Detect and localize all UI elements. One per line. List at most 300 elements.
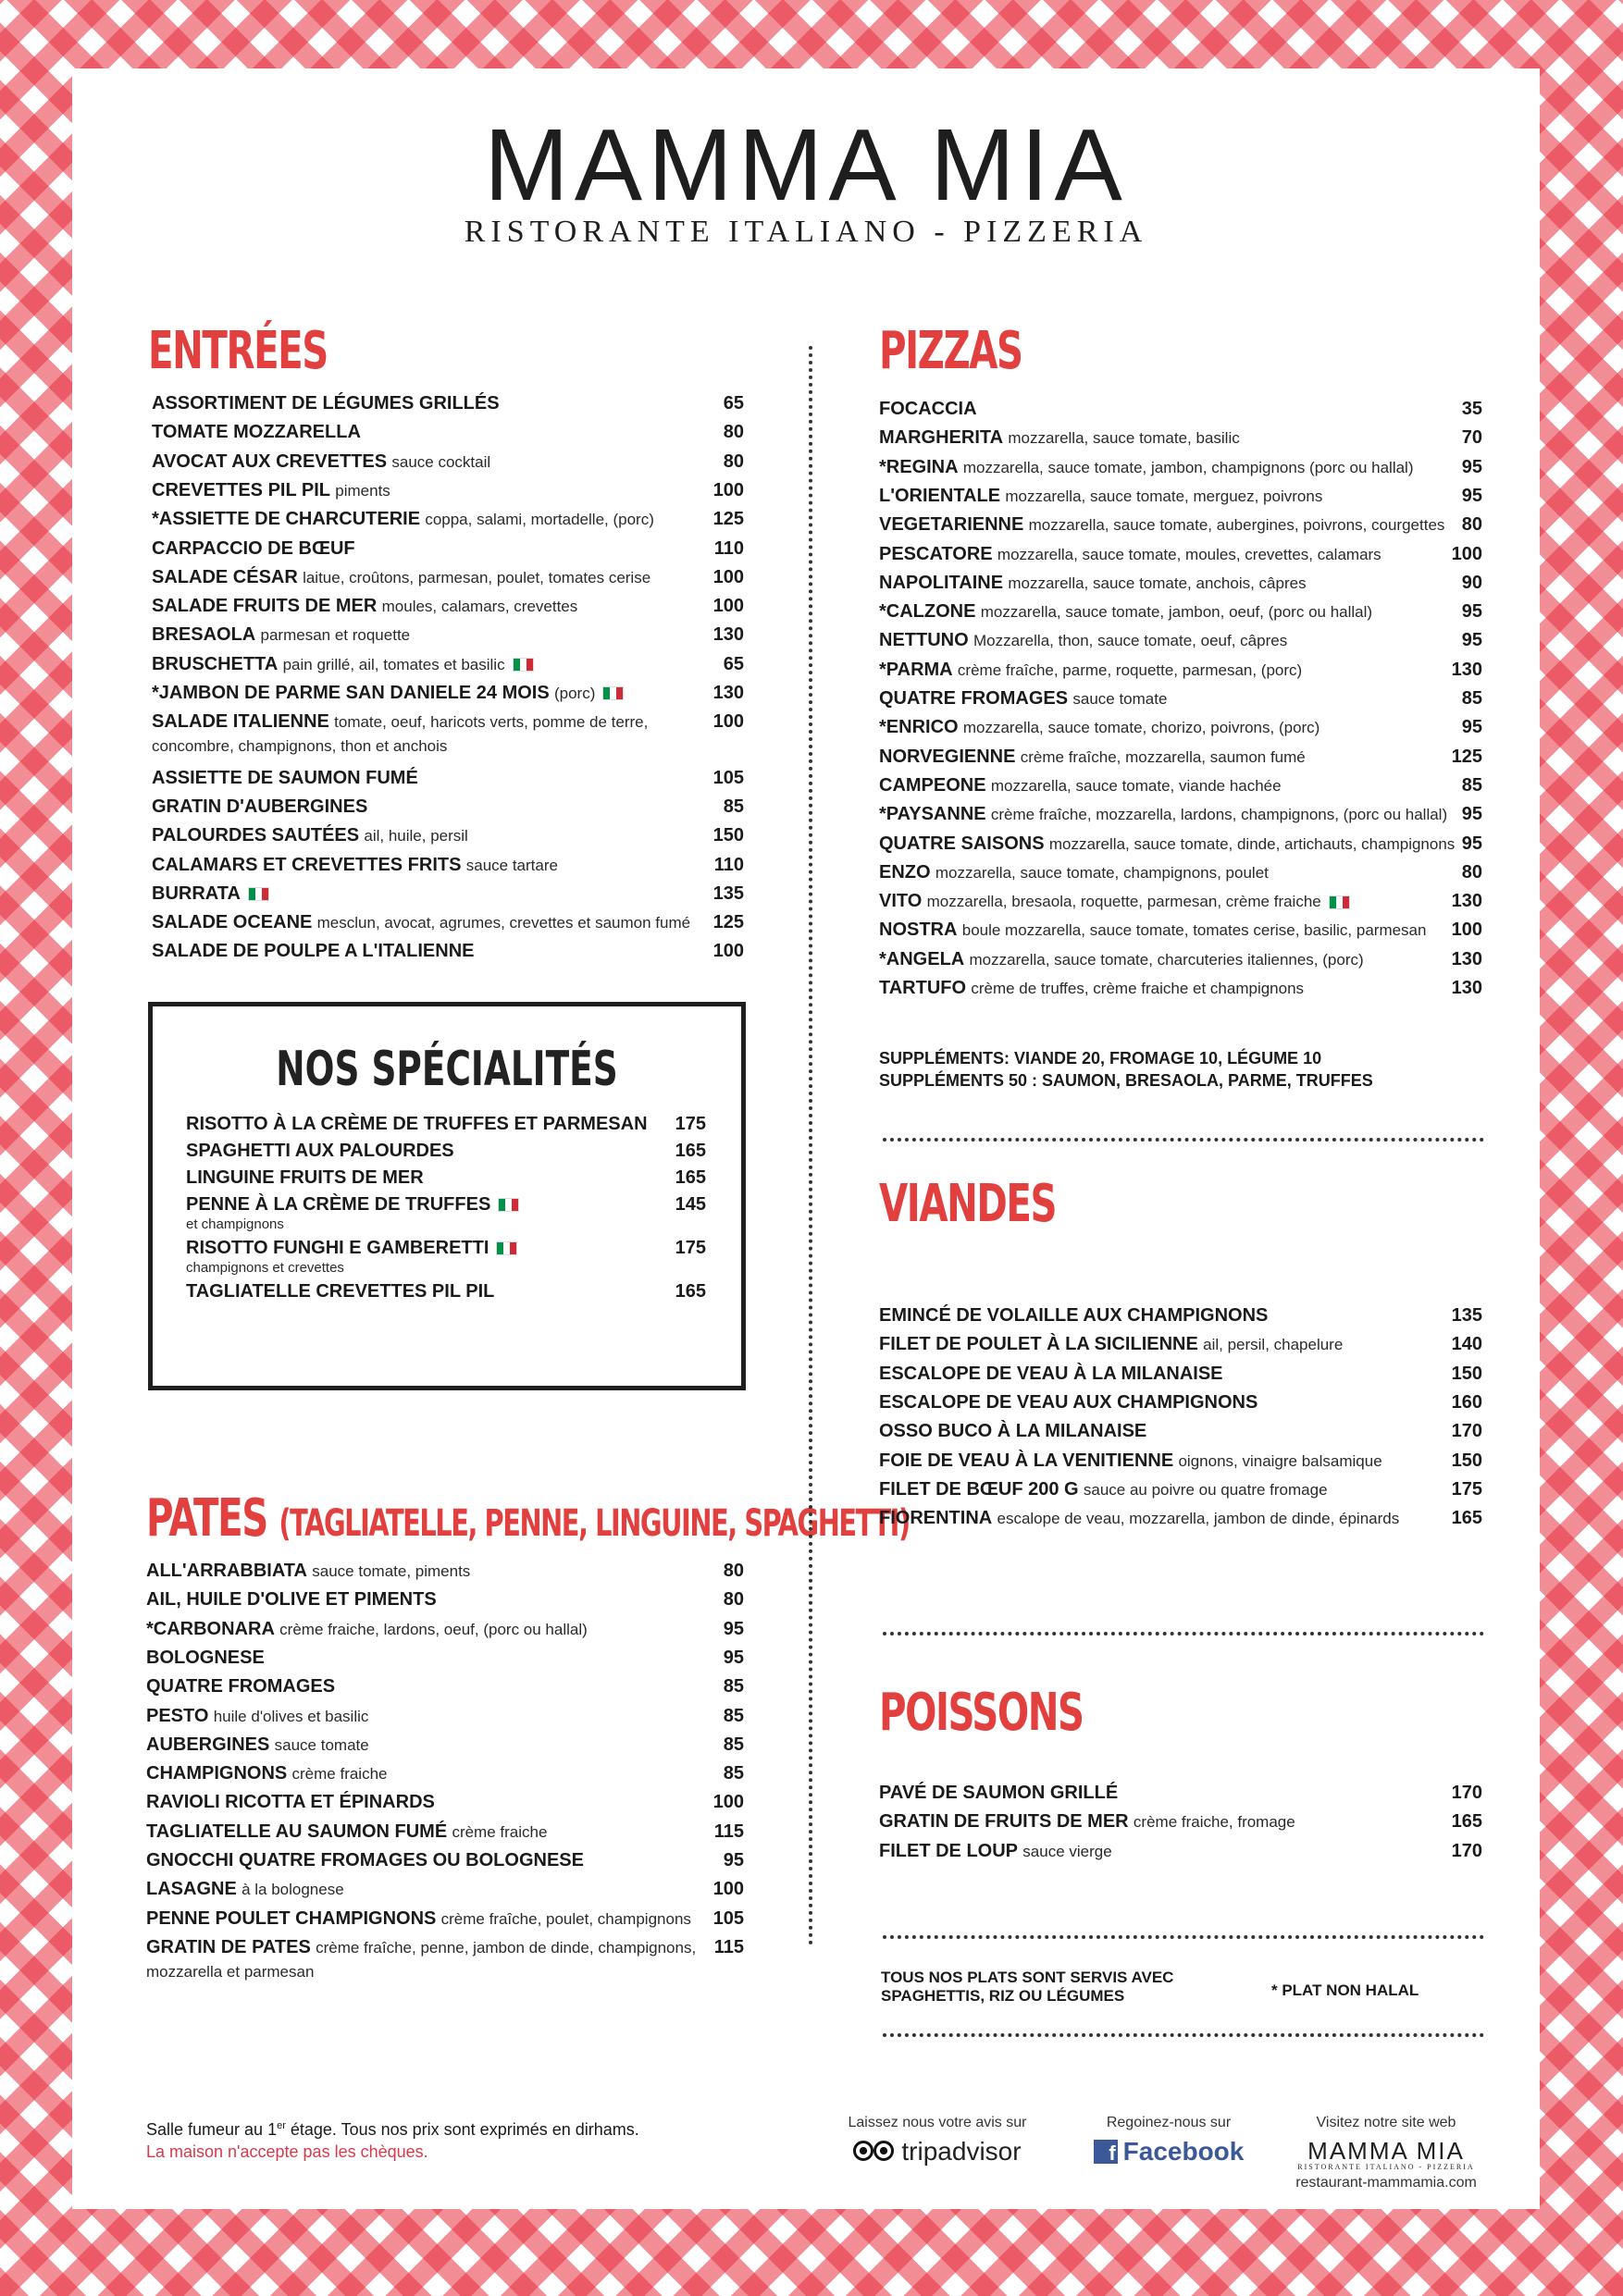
menu-item-description: mozzarella, sauce tomate, viande hachée	[990, 776, 1282, 795]
menu-item-description: mozzarella, sauce tomate, dinde, artichauts, champignons	[1048, 834, 1456, 853]
website-label: Visitez notre site web	[1316, 2115, 1456, 2130]
menu-item-description-continued: mozzarella et parmesan	[146, 1962, 315, 1981]
menu-item-price: 70	[1461, 427, 1482, 449]
divider-pizzas-viandes	[883, 1138, 1484, 1142]
menu-item-description: crème fraîche, penne, jambon de dinde, champignons,	[316, 1938, 697, 1957]
menu-item	[146, 1560, 744, 1583]
restaurant-name: MAMMA MIA	[484, 108, 1128, 222]
menu-item-price: 85	[723, 1763, 744, 1784]
menu-item-price: 35	[1461, 399, 1482, 419]
menu-item-price: 95	[723, 1647, 744, 1668]
menu-item-description: sauce tomate	[274, 1735, 369, 1754]
menu-item-name: LINGUINE FRUITS DE MER	[186, 1167, 424, 1188]
menu-item-price: 130	[712, 624, 744, 646]
menu-item	[186, 1140, 706, 1163]
menu-item-description: crème fraîche, mozzarella, lardons, champignons, (porc ou hallal)	[990, 806, 1448, 824]
menu-item-name: CARPACCIO DE BŒUF	[152, 537, 355, 559]
supplements-line-2: SUPPLÉMENTS 50 : SAUMON, BRESAOLA, PARME, TRUFFES	[879, 1071, 1373, 1090]
menu-item-name: CAMPEONE	[879, 774, 986, 796]
menu-item	[879, 1363, 1482, 1386]
menu-item	[146, 1936, 744, 1985]
tripadvisor-owl-icon	[853, 2141, 896, 2163]
italian-flag-icon	[248, 887, 269, 901]
menu-item-price: 100	[712, 479, 744, 500]
menu-item-name: AIL, HUILE D'OLIVE ET PIMENTS	[146, 1589, 437, 1611]
menu-item-name: RISOTTO FUNGHI E GAMBERETTI	[186, 1238, 489, 1258]
menu-item-price: 125	[712, 509, 744, 530]
menu-item-name: CHAMPIGNONS	[146, 1763, 288, 1784]
menu-item	[879, 890, 1482, 913]
menu-item-description: mozzarella, sauce tomate, charcuteries italiennes, (porc)	[969, 950, 1364, 969]
menu-item-description: mozzarella, sauce tomate, moules, crevettes, calamars	[997, 545, 1381, 563]
menu-item-price: 95	[1461, 804, 1482, 825]
menu-item-price: 165	[1451, 1811, 1482, 1833]
menu-item-description: ail, huile, persil	[364, 827, 468, 846]
menu-item	[186, 1167, 706, 1190]
menu-item-description: piments	[335, 481, 390, 500]
poissons-list	[879, 1782, 1482, 1874]
menu-item	[879, 543, 1482, 566]
menu-item-description: crème fraiche, fromage	[1133, 1813, 1295, 1832]
menu-item	[879, 1507, 1482, 1530]
menu-item	[152, 911, 744, 934]
menu-item-price: 115	[713, 1821, 744, 1842]
menu-item-price: 95	[723, 1618, 744, 1639]
menu-item-price: 85	[723, 796, 744, 817]
menu-item-name: GNOCCHI QUATRE FROMAGES OU BOLOGNESE	[146, 1850, 584, 1870]
menu-item-price: 165	[675, 1281, 706, 1302]
menu-item-price: 175	[675, 1238, 706, 1258]
facebook-label: Regoinez-nous sur	[1106, 2115, 1232, 2130]
menu-item-price: 130	[1451, 891, 1482, 912]
menu-item-price: 130	[1451, 978, 1482, 998]
menu-item-name: SALADE DE POULPE A L'ITALIENNE	[152, 941, 475, 962]
menu-item-description: mozzarella, sauce tomate, jambon, oeuf, (porc ou hallal)	[980, 603, 1373, 622]
menu-item-description: mozzarella, sauce tomate, merguez, poivrons	[1005, 487, 1323, 505]
menu-item-price: 65	[723, 393, 744, 414]
specialites-box	[148, 1002, 746, 1390]
menu-item-price: 100	[712, 596, 744, 617]
menu-item-price: 150	[1451, 1363, 1482, 1384]
menu-item-name: TAGLIATELLE CREVETTES PIL PIL	[186, 1281, 495, 1302]
menu-item-name: NOSTRA	[879, 920, 958, 941]
pates-list	[146, 1560, 744, 2059]
menu-item	[146, 1618, 744, 1641]
menu-item-name: GRATIN D'AUBERGINES	[152, 796, 368, 817]
menu-item-description: Mozzarella, thon, sauce tomate, oeuf, câpres	[973, 632, 1288, 650]
menu-item	[879, 977, 1482, 1000]
menu-item-name: *PAYSANNE	[879, 804, 986, 825]
menu-item-name: TOMATE MOZZARELLA	[152, 422, 361, 443]
menu-item-price: 90	[1461, 572, 1482, 593]
menu-item-description-continued: champignons et crevettes	[186, 1260, 344, 1276]
menu-item-price: 145	[675, 1194, 706, 1215]
menu-item-price: 95	[1461, 833, 1482, 854]
menu-item-description: crème fraîche, parme, roquette, parmesan, (porc)	[957, 660, 1303, 679]
menu-item	[152, 451, 744, 474]
restaurant-subtitle: RISTORANTE ITALIANO - PIZZERIA	[464, 215, 1148, 249]
menu-item	[879, 833, 1482, 856]
italian-flag-icon	[602, 686, 624, 700]
menu-item-name: MARGHERITA	[879, 427, 1004, 449]
facebook-block[interactable]	[1072, 2115, 1266, 2166]
menu-item-name: QUATRE SAISONS	[879, 833, 1045, 854]
menu-item-price: 140	[1451, 1334, 1482, 1355]
menu-item-description: à la bolognese	[242, 1881, 344, 1899]
menu-item-name: ALL'ARRABBIATA	[146, 1561, 307, 1581]
menu-item-description: coppa, salami, mortadelle, (porc)	[425, 511, 654, 529]
menu-item	[879, 629, 1482, 652]
menu-item-price: 170	[1451, 1840, 1482, 1861]
menu-item	[152, 682, 744, 705]
menu-item	[879, 1304, 1482, 1327]
menu-item-name: *ASSIETTE DE CHARCUTERIE	[152, 509, 421, 530]
menu-item-price: 150	[1451, 1450, 1482, 1471]
menu-item	[152, 421, 744, 444]
menu-item-price: 150	[712, 825, 744, 846]
menu-item-price: 135	[1451, 1305, 1482, 1326]
menu-item-name: ESCALOPE DE VEAU AUX CHAMPIGNONS	[879, 1391, 1258, 1413]
menu-item	[879, 861, 1482, 884]
menu-item	[879, 1420, 1482, 1443]
menu-item-price: 85	[723, 1676, 744, 1697]
menu-item	[879, 1782, 1482, 1805]
menu-item-name: FILET DE BŒUF 200 G	[879, 1478, 1079, 1500]
menu-item-name: FOCACCIA	[879, 399, 977, 419]
website-logo: MAMMA MIA	[1307, 2137, 1465, 2165]
menu-item	[146, 1647, 744, 1670]
menu-item-price: 95	[1461, 630, 1482, 651]
menu-item	[879, 572, 1482, 595]
menu-item	[152, 392, 744, 415]
menu-item-price: 125	[1451, 746, 1482, 767]
menu-item-description: mozzarella, sauce tomate, champignons, poulet	[935, 863, 1269, 882]
pates-title: PATES	[146, 1488, 267, 1549]
menu-item-price: 100	[712, 1879, 744, 1900]
menu-item-description: sauce vierge	[1022, 1842, 1112, 1860]
divider-poissons-notes	[883, 1935, 1484, 1939]
menu-item-name: *ENRICO	[879, 717, 959, 738]
section-title-poissons: POISSONS	[879, 1683, 1084, 1743]
menu-item-price: 100	[1451, 543, 1482, 564]
menu-item-price: 95	[723, 1850, 744, 1870]
menu-item	[879, 687, 1482, 710]
menu-item-name: SALADE ITALIENNE	[152, 711, 329, 733]
menu-item-name: PALOURDES SAUTÉES	[152, 825, 360, 846]
menu-item	[146, 1734, 744, 1757]
menu-item	[879, 1333, 1482, 1356]
menu-item	[879, 1391, 1482, 1414]
menu-item-name: PESTO	[146, 1705, 209, 1726]
menu-item-name: ENZO	[879, 861, 931, 883]
menu-item-name: BURRATA	[152, 883, 241, 904]
menu-item	[879, 1450, 1482, 1473]
divider-notes-footer	[883, 2033, 1484, 2037]
italian-flag-icon	[498, 1198, 519, 1212]
menu-item-description: mozzarella, sauce tomate, anchois, câpres	[1008, 574, 1307, 592]
section-title-entrees: ENTRÉES	[148, 321, 328, 381]
menu-item	[879, 1478, 1482, 1501]
menu-item-price: 65	[723, 653, 744, 674]
menu-item	[152, 710, 744, 759]
menu-item-price: 80	[1461, 861, 1482, 883]
menu-item-name: L'ORIENTALE	[879, 485, 1001, 506]
menu-item-price: 110	[713, 537, 744, 559]
menu-item-name: PENNE À LA CRÈME DE TRUFFES	[186, 1194, 491, 1215]
menu-item-name: BRUSCHETTA	[152, 653, 279, 674]
menu-item	[879, 485, 1482, 508]
menu-item-name: SPAGHETTI AUX PALOURDES	[186, 1141, 454, 1161]
menu-item-price: 130	[1451, 659, 1482, 680]
menu-item-description: mozzarella, sauce tomate, jambon, champignons (porc ou hallal)	[962, 458, 1414, 476]
menu-item	[186, 1280, 706, 1303]
menu-item-description: escalope de veau, mozzarella, jambon de dinde, épinards	[997, 1510, 1400, 1528]
menu-item-name: SALADE OCEANE	[152, 912, 313, 933]
viandes-list	[879, 1304, 1482, 1545]
menu-item-price: 130	[1451, 948, 1482, 969]
menu-item-description-continued: et champignons	[186, 1216, 284, 1232]
menu-item-name: *REGINA	[879, 456, 959, 477]
menu-item-name: BRESAOLA	[152, 624, 256, 646]
menu-item	[146, 1878, 744, 1901]
menu-item-price: 100	[712, 1792, 744, 1813]
menu-item-description: huile d'olives et basilic	[213, 1707, 369, 1725]
menu-item-description-continued: concombre, champignons, thon et anchois	[152, 737, 448, 756]
menu-item	[152, 796, 744, 819]
menu-item-name: TAGLIATELLE AU SAUMON FUMÉ	[146, 1821, 448, 1842]
menu-item-description: parmesan et roquette	[260, 626, 411, 645]
menu-item-price: 95	[1461, 601, 1482, 623]
menu-item	[879, 774, 1482, 797]
menu-item	[146, 1588, 744, 1611]
pizzas-list	[879, 398, 1482, 1027]
section-title-viandes: VIANDES	[879, 1174, 1057, 1234]
menu-item-price: 100	[1451, 920, 1482, 941]
menu-item-description: mesclun, avocat, agrumes, crevettes et saumon fumé	[316, 914, 691, 932]
menu-item	[152, 824, 744, 847]
menu-item-name: GRATIN DE FRUITS DE MER	[879, 1811, 1129, 1833]
menu-item-description: moules, calamars, crevettes	[381, 598, 578, 616]
menu-item-name: FOIE DE VEAU À LA VENITIENNE	[879, 1450, 1174, 1471]
section-title-pizzas: PIZZAS	[879, 321, 1022, 381]
menu-item	[879, 919, 1482, 942]
menu-item-name: CALAMARS ET CREVETTES FRITS	[152, 854, 462, 875]
menu-item-name: PAVÉ DE SAUMON GRILLÉ	[879, 1783, 1119, 1803]
supplements-line-1: SUPPLÉMENTS: VIANDE 20, FROMAGE 10, LÉGUME 10	[879, 1049, 1322, 1068]
menu-item-description: tomate, oeuf, haricots verts, pomme de terre,	[334, 713, 649, 732]
menu-item-price: 160	[1451, 1391, 1482, 1413]
menu-item-description: sauce tomate, piments	[312, 1562, 471, 1580]
menu-item	[146, 1791, 744, 1814]
menu-item-name: FILET DE LOUP	[879, 1840, 1018, 1861]
menu-item	[879, 948, 1482, 971]
menu-item	[152, 623, 744, 647]
menu-item-price: 80	[723, 1561, 744, 1581]
menu-item-price: 85	[723, 1705, 744, 1726]
italian-flag-icon	[496, 1241, 517, 1255]
menu-item-price: 80	[1461, 514, 1482, 536]
menu-item	[186, 1113, 706, 1136]
menu-item	[152, 767, 744, 790]
menu-item-price: 165	[675, 1141, 706, 1161]
menu-item-name: VEGETARIENNE	[879, 514, 1024, 536]
menu-item	[879, 600, 1482, 623]
menu-item	[879, 1810, 1482, 1833]
menu-item-name: QUATRE FROMAGES	[879, 688, 1069, 709]
menu-item	[146, 1762, 744, 1785]
menu-item-name: AUBERGINES	[146, 1734, 270, 1755]
menu-item-name: QUATRE FROMAGES	[146, 1676, 336, 1697]
menu-item-price: 100	[712, 941, 744, 962]
menu-item-description: (porc)	[553, 685, 596, 702]
menu-item	[146, 1675, 744, 1698]
non-halal-note: * PLAT NON HALAL	[1271, 1981, 1419, 1999]
menu-item	[152, 508, 744, 531]
menu-item-description: sauce tartare	[465, 856, 558, 874]
menu-item-name: PESCATORE	[879, 543, 993, 564]
menu-item	[146, 1821, 744, 1844]
menu-item-price: 105	[712, 1907, 744, 1929]
menu-item-description: laitue, croûtons, parmesan, poulet, tomates cerise	[303, 568, 651, 586]
menu-item-name: *ANGELA	[879, 948, 965, 969]
menu-item	[152, 883, 744, 906]
menu-item	[152, 940, 744, 963]
menu-item	[152, 653, 744, 676]
menu-item-name: *JAMBON DE PARME SAN DANIELE 24 MOIS	[152, 683, 550, 703]
column-divider	[809, 346, 812, 1946]
menu-item-name: FIORENTINA	[879, 1508, 993, 1529]
section-title-specialites: NOS SPÉCIALITÉS	[276, 1042, 618, 1097]
menu-item-price: 135	[712, 883, 744, 904]
menu-item-name: BOLOGNESE	[146, 1647, 265, 1668]
menu-item-price: 165	[675, 1167, 706, 1188]
menu-item	[146, 1705, 744, 1728]
menu-item-name: AVOCAT AUX CREVETTES	[152, 451, 388, 472]
menu-item-description: mozzarella, sauce tomate, basilic	[1008, 429, 1240, 448]
menu-item-price: 175	[1451, 1478, 1482, 1500]
smoking-note: Salle fumeur au 1er étage. Tous nos prix sont exprimés en dirhams.	[146, 2120, 639, 2139]
italian-flag-icon	[513, 658, 534, 672]
website-url[interactable]: restaurant-mammamia.com	[1295, 2175, 1477, 2191]
menu-item-description: sauce cocktail	[391, 452, 491, 471]
menu-item	[879, 398, 1482, 421]
menu-item	[879, 716, 1482, 739]
menu-item-price: 105	[712, 767, 744, 788]
menu-item-description: sauce tomate	[1072, 690, 1168, 708]
menu-item-name: *CALZONE	[879, 601, 976, 623]
menu-item-name: PENNE POULET CHAMPIGNONS	[146, 1907, 437, 1929]
menu-item-name: NETTUNO	[879, 630, 969, 651]
menu-item-price: 165	[1451, 1508, 1482, 1529]
menu-item-price: 85	[1461, 774, 1482, 796]
menu-item-price: 130	[712, 683, 744, 703]
menu-item-description: crème fraîche, mozzarella, saumon fumé	[1020, 747, 1306, 766]
tripadvisor-link[interactable]: tripadvisor	[853, 2137, 1021, 2166]
supplements-note	[879, 1047, 1373, 1092]
facebook-icon: f	[1094, 2140, 1118, 2164]
menu-item-price: 95	[1461, 717, 1482, 738]
menu-item-price: 80	[723, 422, 744, 443]
menu-item	[879, 659, 1482, 682]
menu-item-name: EMINCÉ DE VOLAILLE AUX CHAMPIGNONS	[879, 1305, 1269, 1326]
menu-item-description: sauce au poivre ou quatre fromage	[1083, 1480, 1328, 1499]
menu-item-price: 115	[713, 1936, 744, 1957]
menu-item	[879, 456, 1482, 479]
entrees-list	[152, 392, 744, 1040]
menu-item-name: NORVEGIENNE	[879, 746, 1016, 767]
menu-item	[879, 513, 1482, 537]
menu-item-name: RAVIOLI RICOTTA ET ÉPINARDS	[146, 1792, 435, 1813]
menu-item	[186, 1193, 706, 1233]
menu-item-name: ASSORTIMENT DE LÉGUMES GRILLÉS	[152, 393, 500, 414]
menu-item-description: mozzarella, sauce tomate, aubergines, poivrons, courgettes	[1028, 516, 1445, 535]
website-logo-subtitle: RISTORANTE ITALIANO - PIZZERIA	[1297, 2163, 1475, 2171]
menu-item-price: 100	[712, 711, 744, 733]
menu-item-name: CREVETTES PIL PIL	[152, 479, 330, 500]
menu-item-description: pain grillé, ail, tomates et basilic	[282, 655, 505, 673]
menu-item-price: 125	[712, 912, 744, 933]
menu-item-description: oignons, vinaigre balsamique	[1178, 1451, 1382, 1470]
menu-item-name: SALADE FRUITS DE MER	[152, 596, 378, 617]
menu-item-description: boule mozzarella, sauce tomate, tomates cerise, basilic, parmesan	[961, 921, 1427, 940]
menu-item-description: ail, persil, chapelure	[1203, 1336, 1344, 1354]
menu-item-name: GRATIN DE PATES	[146, 1936, 311, 1957]
menu-item-description: crème fraiche	[452, 1822, 548, 1841]
menu-item-name: ASSIETTE DE SAUMON FUMÉ	[152, 767, 418, 788]
menu-item-description: crème de truffes, crème fraiche et champignons	[971, 980, 1305, 997]
tripadvisor-label: Laissez nous votre avis sur	[848, 2115, 1027, 2130]
menu-item-name: NAPOLITAINE	[879, 572, 1004, 593]
website-block[interactable]	[1284, 2115, 1488, 2191]
menu-item-price: 175	[675, 1114, 706, 1134]
menu-item-name: RISOTTO À LA CRÈME DE TRUFFES ET PARMESAN	[186, 1114, 648, 1134]
specialites-list	[186, 1113, 706, 1372]
menu-item-price: 95	[1461, 485, 1482, 506]
menu-item-price: 85	[723, 1734, 744, 1755]
menu-item	[152, 566, 744, 589]
facebook-link[interactable]: f Facebook	[1094, 2137, 1245, 2166]
menu-item	[879, 426, 1482, 450]
served-line-2: SPAGHETTIS, RIZ OU LÉGUMES	[881, 1987, 1125, 2005]
menu-item-description: crème fraiche, lardons, oeuf, (porc ou hallal)	[279, 1620, 588, 1638]
divider-viandes-poissons	[883, 1632, 1484, 1636]
menu-item-name: TARTUFO	[879, 978, 967, 998]
menu-item	[879, 1840, 1482, 1863]
menu-item-price: 85	[1461, 688, 1482, 709]
menu-item-name: VITO	[879, 891, 923, 912]
menu-item-price: 170	[1451, 1421, 1482, 1442]
menu-item	[152, 537, 744, 561]
menu-page	[72, 68, 1540, 2209]
menu-item	[186, 1237, 706, 1277]
no-cheques-note: La maison n'accepte pas les chèques.	[146, 2142, 428, 2161]
menu-item-price: 170	[1451, 1783, 1482, 1803]
menu-item-price: 110	[713, 854, 744, 875]
menu-item-price: 95	[1461, 456, 1482, 477]
menu-item-name: FILET DE POULET À LA SICILIENNE	[879, 1334, 1198, 1355]
menu-item	[152, 854, 744, 877]
menu-item	[146, 1849, 744, 1872]
menu-item-description: mozzarella, bresaola, roquette, parmesan, crème fraiche	[926, 893, 1321, 911]
menu-item-name: *CARBONARA	[146, 1618, 275, 1639]
menu-item-description: crème fraiche	[291, 1765, 388, 1784]
menu-item-name: ESCALOPE DE VEAU À LA MILANAISE	[879, 1363, 1223, 1384]
menu-item-price: 100	[712, 566, 744, 587]
menu-item-name: LASAGNE	[146, 1879, 237, 1900]
tripadvisor-block[interactable]	[812, 2115, 1062, 2167]
menu-item-price: 80	[723, 451, 744, 472]
footer-info	[146, 2115, 639, 2163]
